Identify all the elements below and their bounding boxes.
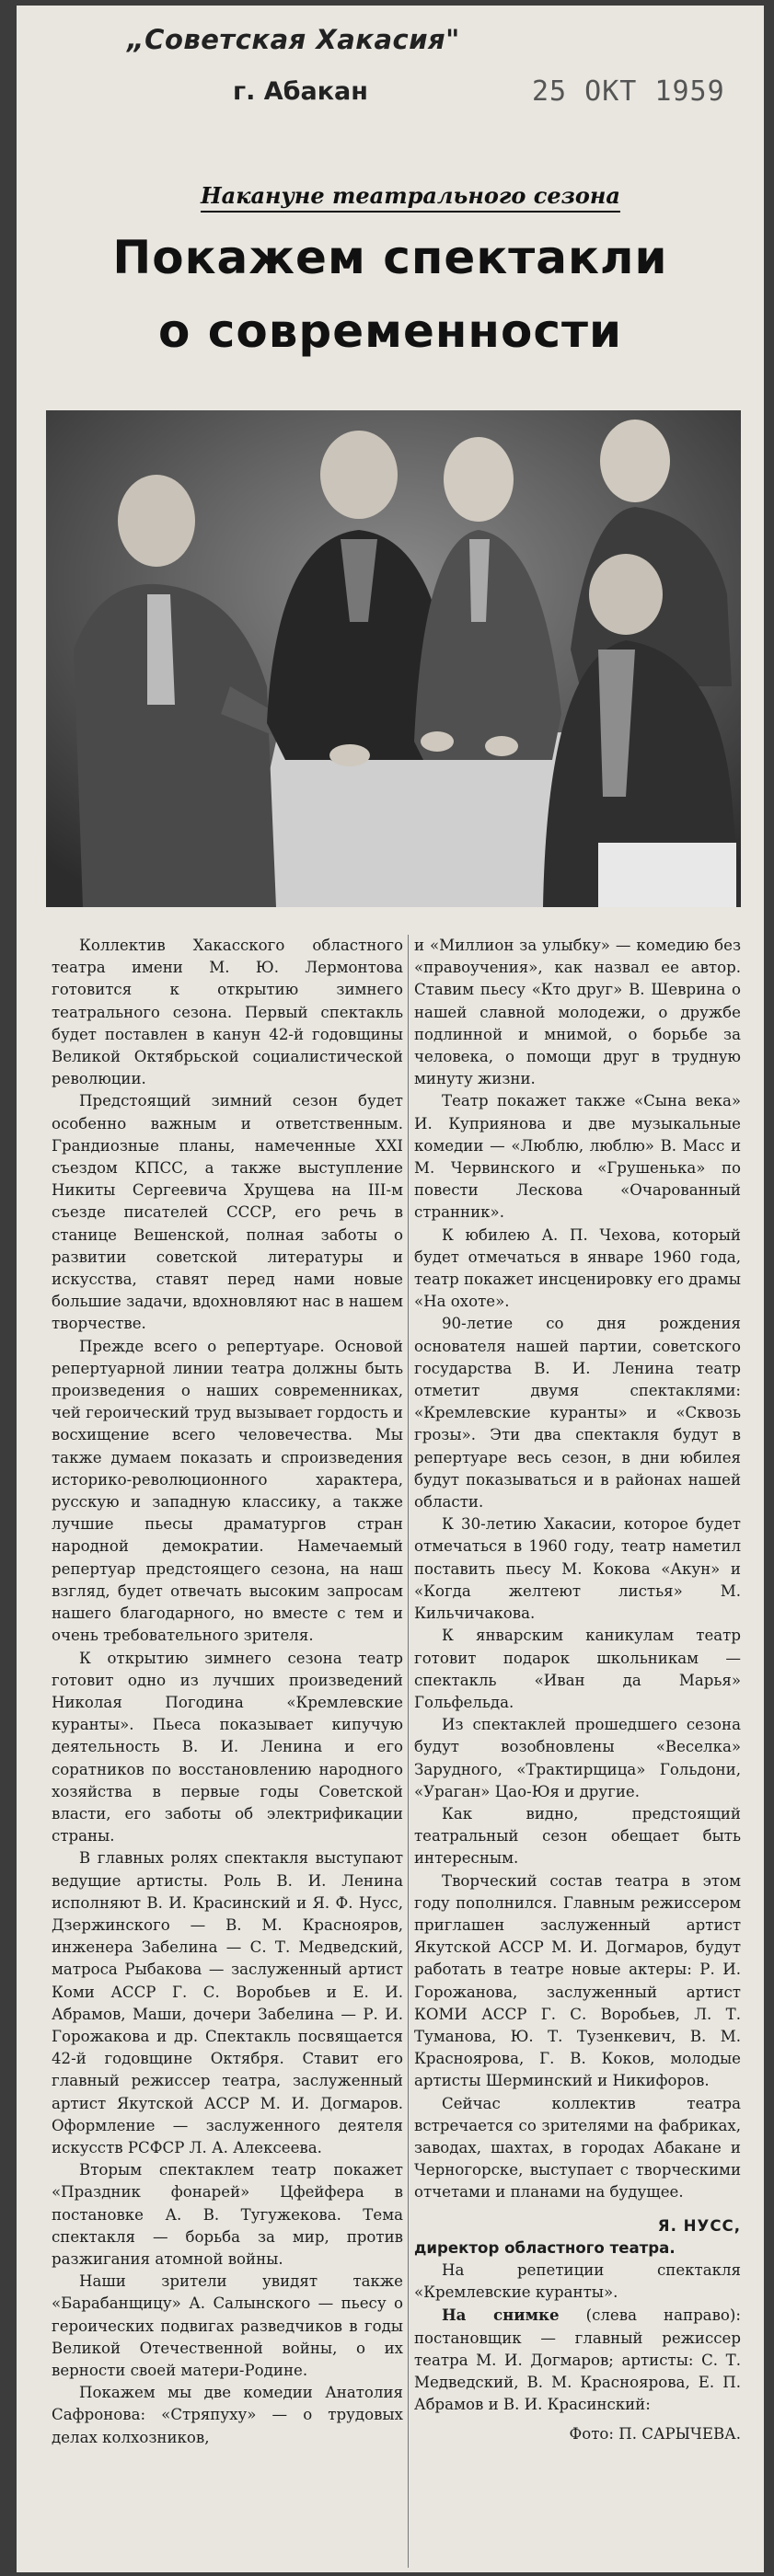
photo-caption-intro: На репетиции спектакля «Кремлевские куранты». (414, 2260, 741, 2302)
paragraph: К 30-летию Хакасии, которое будет отмечаться в 1960 году, театр наметил поставить пьесу М. Кокова «Акун» и «Когда желтеют листья» М. Кильчичакова. (414, 1515, 741, 1623)
paragraph: Наши зрители увидят также «Барабанщицу» А. Салынского — пьесу о героических подвигах разведчиков в годы Великой Отечественной войны, о их верности своей матери-Родине. (52, 2272, 403, 2379)
column-divider (408, 935, 409, 2568)
paragraph: Сейчас коллектив театра встречается со зрителями на фабриках, заводах, шахтах, в городах Абакане и Черногорске, выступает с творческими отчетами и планами на будущее. (414, 2094, 741, 2202)
paragraph: 90-летие со дня рождения основателя нашей партии, советского государства В. И. Ленина театр отметит двумя спектаклями: «Кремлевские куранты» и «Сквозь грозы». Эти два спектакля будут в репертуаре весь сезон, в дни юбилея будут показываться и в районах нашей области. (414, 1315, 741, 1512)
newspaper-clipping (17, 6, 764, 2572)
paragraph: Покажем мы две комедии Анатолия Сафронова: «Стряпуху» — о трудовых делах колхозников, (52, 2384, 403, 2446)
paragraph: Как видно, предстоящий театральный сезон обещает быть интересным. (414, 1804, 741, 1868)
paragraph: Творческий состав театра в этом году пополнился. Главным режиссером приглашен заслуженный артист Якутской АССР М. И. Догмаров, будут работать в театре новые актеры: Р. И. Горожанова, заслуженный артист КОМИ АССР Г. С. Воробьев, Л. Т. Туманова, Ю. Т. Тузенкевич, В. М. Красноярова, Г. В. Коков, молодые артисты Шерминский и Никифоров. (414, 1871, 741, 2090)
caption-text: (слева направо): постановщик — главный режиссер театра М. И. Догмаров; артисты: С. Т. Медведский, В. М. Красноярова, Е. П. Абрамов и В. И. Красинский: (414, 2306, 741, 2414)
author-role: директор областного театра. (414, 2238, 676, 2257)
paragraph: Вторым спектаклем театр покажет «Праздник фонарей» Цфейфера в постановке А. В. Тугужекова. Тема спектакля — борьба за мир, против разжигания атомной войны. (52, 2161, 403, 2268)
newspaper-source: „Советская Хакасия" (127, 24, 460, 55)
paragraph: К открытию зимнего сезона театр готовит одно из лучших произведений Николая Погодина «Кремлевские куранты». Пьеса показывает кипучую деятельность В. И. Ленина и его соратников по восстановлению народного хозяйства в первые годы Советской власти, его заботы об электрификации страны. (52, 1649, 403, 1846)
paragraph: К январским каникулам театр готовит подарок школьникам — спектакль «Иван да Марья» Гольфельда. (414, 1627, 741, 1711)
paragraph: Из спектаклей прошедшего сезона будут возобновлены «Веселка» Зарудного, «Трактирщица» Гольдони, «Ураган» Цао-Юя и другие. (414, 1716, 741, 1800)
photo-credit: Фото: П. САРЫЧЕВА. (569, 2425, 741, 2444)
paragraph: и «Миллион за улыбку» — комедию без «правоучения», как назвал ее автор. Ставим пьесу «Кто друг» В. Шеврина о нашей славной молодежи, о дружбе подлинной и мнимой, о борьбе за человека, о помощи друг в трудную минуту жизни. (414, 937, 741, 1088)
paragraph: Прежде всего о репертуаре. Основой репертуарной линии театра должны быть произведения о наших современниках, чей героический труд вызывает гордость и восхищение всего человечества. Мы также думаем показать и спроизведения историко-революционного характера, русскую и западную классику, а также лучшие пьесы драматургов стран народной демократии. Намечаемый репертуар предстоящего сезона, на наш взгляд, будет отвечать высоким запросам нашего благодарного, но вместе с тем и очень требовательного зрителя. (52, 1337, 403, 1645)
newspaper-city: г. Абакан (233, 77, 368, 106)
author-signature: Я. НУСС, (657, 2216, 741, 2235)
paragraph: Предстоящий зимний сезон будет особенно важным и ответственным. Грандиозные планы, намеченные XXI съездом КПСС, а также выступление Никиты Сергеевича Хрущева на III-м съезде писателей СССР, его речь в станице Вешенской, полная заботы о развитии советской литературы и искусства, ставят перед нами новые большие задачи, вдохновляют нас в нашем творчестве. (52, 1092, 403, 1333)
paragraph: К юбилею А. П. Чехова, который будет отмечаться в январе 1960 года, театр покажет инсценировку его драмы «На охоте». (414, 1225, 741, 1311)
date-stamp: 25 OKT 1959 (532, 75, 725, 108)
paragraph: В главных ролях спектакля выступают ведущие артисты. Роль В. И. Ленина исполняют В. И. Красинский и Я. Ф. Нусс, Дзержинского — В. М. Краснояров, инженера Забелина — С. Т. Медведский, матроса Рыбакова — заслуженный артист Коми АССР Г. С. Воробьев и Е. И. Абрамов, Маши, дочери Забелина — Р. И. Горожакова и др. Спектакль посвящается 42-й годовщине Октября. Ставит его главный режиссер театра, заслуженный артист Якутской АССР М. И. Догмаров. Оформление — заслуженного деятеля искусств РСФСР Л. А. Алексеева. (52, 1849, 403, 2156)
article-left-column (52, 935, 403, 2449)
photo-caption (414, 2304, 741, 2416)
caption-label: На снимке (442, 2306, 560, 2325)
paragraph: Коллектив Хакасского областного театра имени М. Ю. Лермонтова готовится к открытию зимнего театрального сезона. Первый спектакль будет поставлен в канун 42-й годовщины Великой Октябрьской социалистической революции. (52, 937, 403, 1088)
rubric: Накануне театрального сезона (201, 182, 620, 213)
paragraph: Театр покажет также «Сына века» И. Куприянова и две музыкальные комедии — «Люблю, люблю» В. Масс и М. Червинского и «Грушенька» по повести Лескова «Очарованный странник». (414, 1092, 741, 1222)
rehearsal-photo (46, 410, 741, 907)
headline-line-2: о современности (158, 305, 622, 358)
article-right-column (414, 935, 741, 2446)
headline-line-1: Покажем спектакли (112, 231, 668, 284)
